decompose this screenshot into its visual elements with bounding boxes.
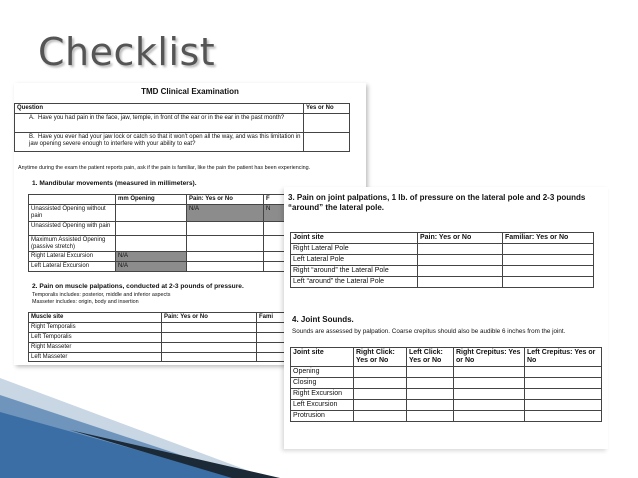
table-row: Right Masseter bbox=[29, 342, 292, 352]
sheet-title: TMD Clinical Examination bbox=[141, 87, 239, 96]
instruction-text: Anytime during the exam the patient reports pain, ask if the pain is familiar, like the pain the patient has been experiencing. bbox=[18, 165, 311, 171]
question-header: Question bbox=[15, 104, 304, 114]
answer-b[interactable] bbox=[304, 132, 350, 151]
table-row: Right Lateral Excursion N/A bbox=[29, 252, 292, 262]
question-table bbox=[14, 103, 350, 152]
joint-exam-sheet bbox=[284, 187, 608, 449]
table-row: Closing bbox=[291, 378, 602, 389]
table-row bbox=[15, 132, 350, 151]
table-row: Left Excursion bbox=[291, 400, 602, 411]
table-row: Left Masseter bbox=[29, 352, 292, 362]
muscle-table: Muscle site Pain: Yes or No Fami Right Temporalis Left Temporalis Right Masseter Left Masseter bbox=[28, 312, 292, 362]
table-row: Right Lateral Pole bbox=[291, 244, 594, 255]
sounds-table: Joint site Right Click: Yes or No Left Click: Yes or No Right Crepitus: Yes or No Left Crepitus: Yes or No Opening Closing Right Excursion Left Excursion Protrusion bbox=[290, 347, 602, 422]
table-row: Protrusion bbox=[291, 411, 602, 422]
slide-title: Checklist bbox=[38, 30, 216, 74]
question-a: A. Have you had pain in the face, jaw, temple, in front of the ear or in the ear in the past month? bbox=[15, 113, 304, 132]
table-row: Right Excursion bbox=[291, 389, 602, 400]
table-row: Unassisted Opening with pain bbox=[29, 221, 292, 235]
table-row: Left “around” the Lateral Pole bbox=[291, 277, 594, 288]
table-row: Left Lateral Pole bbox=[291, 255, 594, 266]
joint-table: Joint site Pain: Yes or No Familiar: Yes or No Right Lateral Pole Left Lateral Pole Right “around” the Lateral Pole Left “around” the Lateral Pole bbox=[290, 232, 594, 288]
question-b: B. Have you ever had your jaw lock or catch so that it won't open all the way, and was this limitation in jaw opening severe enough to interfere with your ability to eat? bbox=[15, 132, 304, 151]
answer-a[interactable] bbox=[304, 113, 350, 132]
table-row: Unassisted Opening without pain N/A N bbox=[29, 204, 292, 221]
sounds-note: Sounds are assessed by palpation. Coarse crepitus should also be audible 6 inches from the joint. bbox=[292, 328, 566, 335]
sounds-heading: 4. Joint Sounds. bbox=[292, 315, 354, 324]
table-row: Maximum Assisted Opening (passive stretch) bbox=[29, 235, 292, 252]
table-row: Right “around” the Lateral Pole bbox=[291, 266, 594, 277]
table-row: Right Temporalis bbox=[29, 322, 292, 332]
mandibular-heading: 1. Mandibular movements (measured in millimeters). bbox=[32, 180, 197, 187]
joint-heading: 3. Pain on joint palpations, 1 lb. of pressure on the lateral pole and 2-3 pounds “around” the lateral pole. bbox=[288, 193, 586, 213]
table-row bbox=[15, 113, 350, 132]
muscle-note-2: Masseter includes: origin, body and insertion bbox=[32, 299, 139, 305]
table-row: Left Temporalis bbox=[29, 332, 292, 342]
muscle-heading: 2. Pain on muscle palpations, conducted at 2-3 pounds of pressure. bbox=[32, 283, 244, 290]
muscle-note-1: Temporalis includes: posterior, middle and inferior aspects bbox=[32, 292, 171, 298]
table-row: Left Lateral Excursion N/A bbox=[29, 262, 292, 272]
table-row: Opening bbox=[291, 367, 602, 378]
yes-no-header: Yes or No bbox=[304, 104, 350, 114]
mandibular-table: mm Opening Pain: Yes or No F Unassisted Opening without pain N/A N Unassisted Opening with pain Maximum Assisted Opening (passive stretch) Right Lateral Excursion N/A Left Lateral Excursion N/A bbox=[28, 194, 292, 272]
